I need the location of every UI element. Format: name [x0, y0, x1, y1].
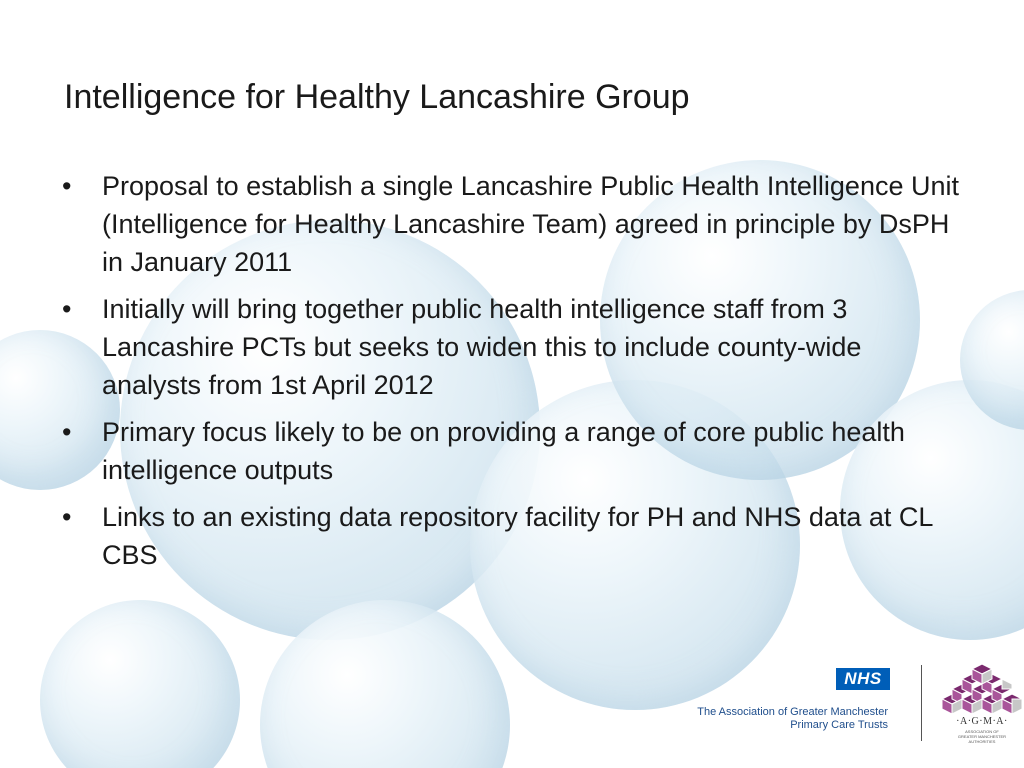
bullet-text: Initially will bring together public health intelligence staff from 3 Lancashire PCTs but seeks to widen this to include county-wide analysts from 1st April 2012 [102, 294, 862, 400]
agma-cubes-icon [942, 662, 1022, 716]
footer-logos [690, 660, 1024, 768]
logo-divider [921, 665, 922, 741]
bullet-marker: • [62, 171, 72, 201]
slide-title: Intelligence for Healthy Lancashire Group [64, 78, 690, 116]
bullet-marker: • [62, 502, 72, 532]
bullet-item [62, 167, 962, 281]
bullet-text: Links to an existing data repository facility for PH and NHS data at CL CBS [102, 502, 933, 570]
agma-subtext [944, 729, 1020, 744]
agma-wordmark: ·A·G·M·A· [956, 716, 1008, 727]
agma-logo [942, 662, 1022, 762]
bullet-marker: • [62, 294, 72, 324]
bullet-marker: • [62, 417, 72, 447]
agma-subtext-line-2: GREATER MANCHESTER [957, 734, 1007, 739]
bubble [40, 600, 240, 768]
association-line-1: The Association of Greater Manchester [697, 706, 888, 718]
bullet-item [62, 413, 962, 489]
bullet-text: Primary focus likely to be on providing a range of core public health intelligence outputs [102, 417, 905, 485]
bullet-list [62, 167, 962, 583]
nhs-logo: NHS [836, 668, 890, 690]
association-name [697, 706, 888, 732]
bullet-text: Proposal to establish a single Lancashire Public Health Intelligence Unit (Intelligence for Healthy Lancashire Team) agreed in principle by DsPH in January 2011 [102, 171, 959, 277]
bullet-item [62, 498, 962, 574]
agma-subtext-line-3: AUTHORITIES [968, 739, 996, 744]
association-line-2: Primary Care Trusts [790, 719, 888, 731]
bullet-item [62, 290, 962, 404]
agma-subtext-line-1: ASSOCIATION OF [965, 729, 999, 734]
